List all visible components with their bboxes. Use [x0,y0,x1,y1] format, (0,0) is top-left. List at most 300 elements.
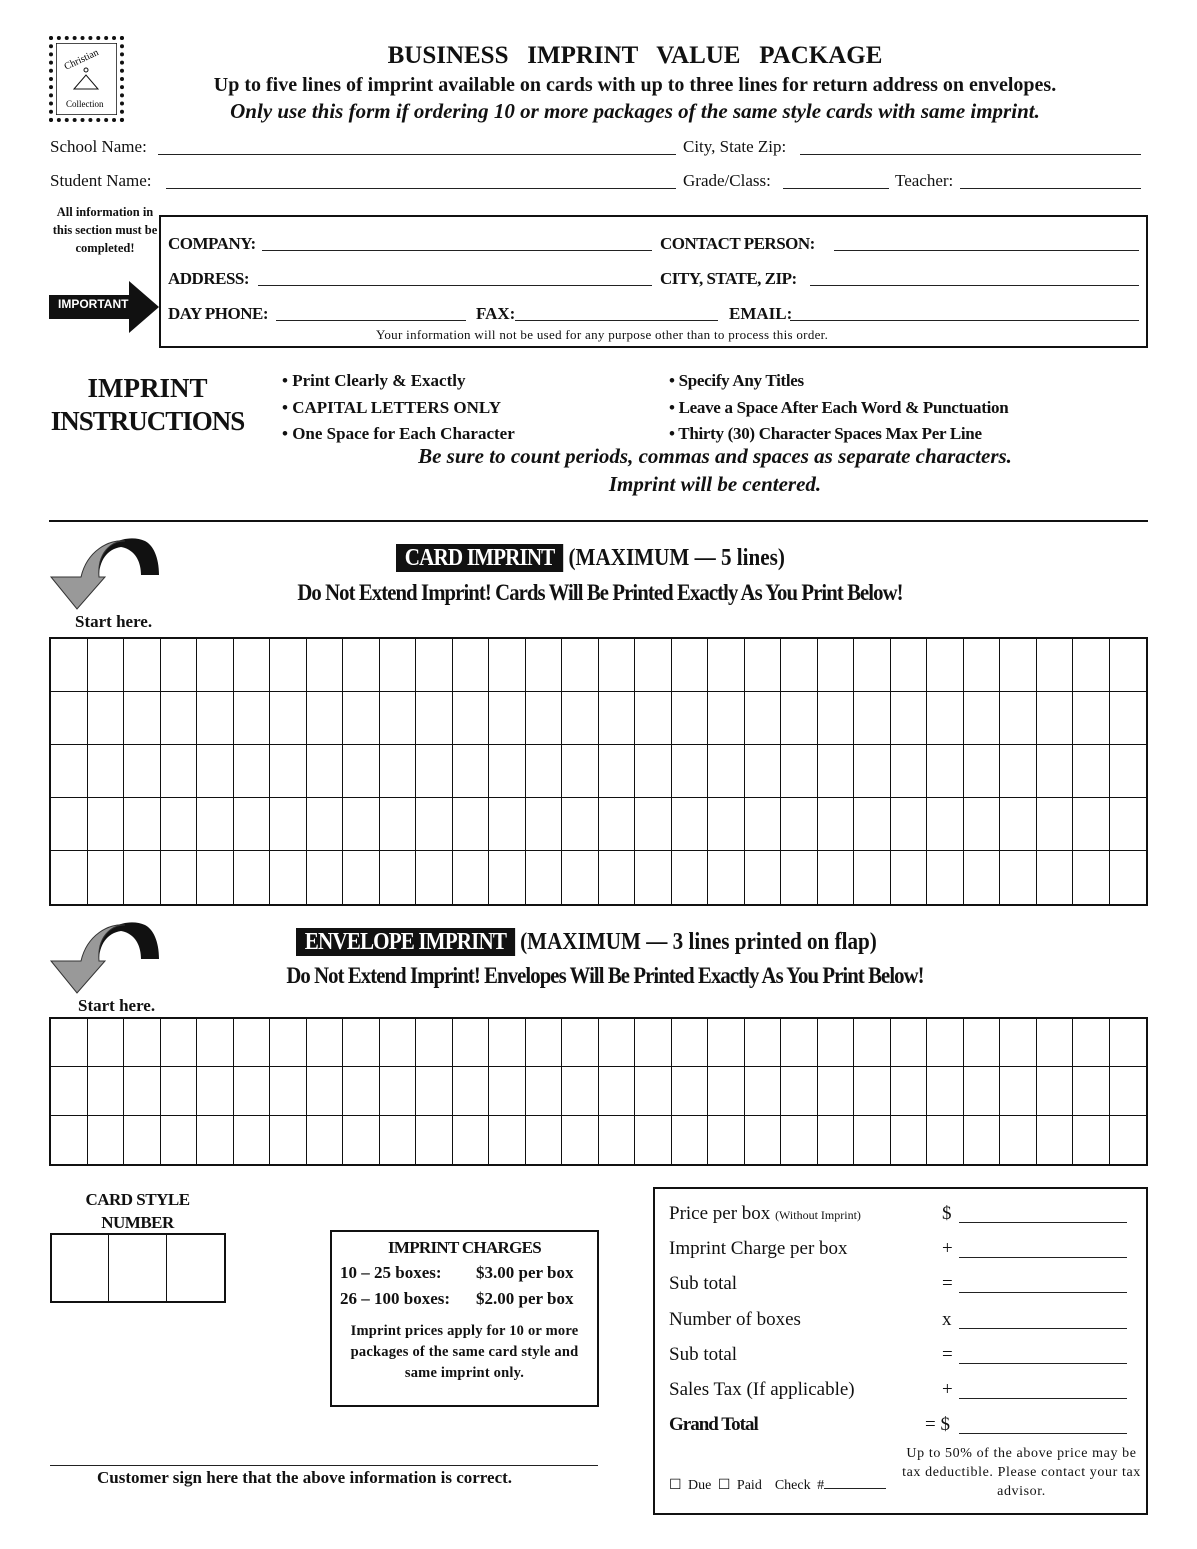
character-cell[interactable] [526,1019,563,1067]
character-cell[interactable] [51,1019,88,1067]
character-cell[interactable] [380,745,417,798]
charges-row [332,1263,597,1283]
character-cell[interactable] [197,1019,234,1067]
character-cell[interactable] [234,851,271,904]
character-cell[interactable] [416,692,453,745]
character-cell[interactable] [599,1067,636,1115]
grade-class-field[interactable] [783,188,889,189]
character-cell[interactable] [453,1019,490,1067]
character-cell[interactable] [161,798,198,851]
character-cell[interactable] [1073,639,1110,692]
character-cell[interactable] [307,798,344,851]
character-cell[interactable] [526,798,563,851]
totals-operator: = [942,1273,953,1295]
totals-row-label [669,1344,737,1366]
character-cell[interactable] [51,798,88,851]
character-cell[interactable] [453,851,490,904]
totals-value-field[interactable] [959,1433,1127,1434]
character-cell[interactable] [453,1067,490,1115]
character-cell[interactable] [51,692,88,745]
character-cell[interactable] [854,745,891,798]
character-cell[interactable] [781,639,818,692]
character-cell[interactable] [234,1019,271,1067]
character-cell[interactable] [453,639,490,692]
character-cell[interactable] [1073,1067,1110,1115]
character-cell[interactable] [234,692,271,745]
character-cell[interactable] [343,692,380,745]
character-cell[interactable] [307,692,344,745]
character-cell[interactable] [88,798,125,851]
character-cell[interactable] [1110,1019,1147,1067]
character-cell[interactable] [416,798,453,851]
instruction-item: • Thirty (30) Character Spaces Max Per Line [669,424,982,443]
character-cell[interactable] [891,1019,928,1067]
character-cell[interactable] [672,639,709,692]
character-cell[interactable] [489,1067,526,1115]
instruction-item: • Print Clearly & Exactly [282,371,466,390]
character-cell[interactable] [599,639,636,692]
check-number-field[interactable] [824,1488,886,1489]
character-cell[interactable] [489,639,526,692]
totals-operator: x [942,1308,952,1330]
totals-operator: = [942,1343,953,1365]
character-cell[interactable] [562,851,599,904]
character-cell[interactable] [1073,1019,1110,1067]
character-cell[interactable] [1110,1067,1147,1115]
envelope-imprint-max: (MAXIMUM — 3 lines printed on flap) [520,929,877,955]
character-cell[interactable] [672,851,709,904]
city-state-zip-field[interactable] [800,154,1141,155]
important-note: All information in this section must be completed! [52,205,158,255]
character-cell[interactable] [562,798,599,851]
totals-value-field[interactable] [959,1222,1127,1223]
card-warning: Do Not Extend Imprint! Cards Will Be Printed Exactly As You Print Below! [297,580,903,605]
character-cell[interactable] [854,639,891,692]
character-cell[interactable] [416,1019,453,1067]
character-cell[interactable] [380,1019,417,1067]
character-cell[interactable] [1110,1116,1147,1164]
character-cell[interactable] [526,1067,563,1115]
character-cell[interactable] [891,798,928,851]
character-cell[interactable] [307,851,344,904]
character-cell[interactable] [124,1019,161,1067]
character-cell[interactable] [1073,851,1110,904]
character-cell[interactable] [343,639,380,692]
character-cell[interactable] [708,1019,745,1067]
character-cell[interactable] [854,1019,891,1067]
character-cell[interactable] [234,798,271,851]
character-cell[interactable] [270,851,307,904]
totals-value-field[interactable] [959,1363,1127,1364]
card-style-number-boxes[interactable] [50,1233,226,1303]
character-cell[interactable] [927,639,964,692]
contact-person-field[interactable] [834,250,1139,251]
character-cell[interactable] [270,692,307,745]
character-cell[interactable] [1037,692,1074,745]
character-cell[interactable] [234,745,271,798]
character-cell[interactable] [416,851,453,904]
character-cell[interactable] [745,1067,782,1115]
totals-value-field[interactable] [959,1257,1127,1258]
character-cell[interactable] [818,851,855,904]
form-title: BUSINESS IMPRINT VALUE PACKAGE [387,42,883,69]
totals-value-field[interactable] [959,1328,1127,1329]
character-cell[interactable] [635,1116,672,1164]
character-cell[interactable] [854,1067,891,1115]
character-cell[interactable] [343,798,380,851]
fax-field[interactable] [515,320,718,321]
character-cell[interactable] [781,1019,818,1067]
character-cell[interactable] [818,639,855,692]
totals-label-text: Sales Tax (If applicable) [669,1379,855,1400]
teacher-field[interactable] [960,188,1141,189]
character-cell[interactable] [88,639,125,692]
character-cell[interactable] [489,851,526,904]
character-cell[interactable] [416,745,453,798]
character-cell[interactable] [161,1067,198,1115]
character-cell[interactable] [270,1067,307,1115]
character-cell[interactable] [781,692,818,745]
character-cell[interactable] [380,1067,417,1115]
grade-class-label: Grade/Class: [683,171,771,190]
character-cell[interactable] [1037,639,1074,692]
character-cell[interactable] [526,639,563,692]
character-cell[interactable] [124,798,161,851]
character-cell[interactable] [818,1067,855,1115]
character-cell[interactable] [781,745,818,798]
character-cell[interactable] [51,745,88,798]
character-cell[interactable] [197,692,234,745]
character-cell[interactable] [927,1067,964,1115]
character-cell[interactable] [1037,1116,1074,1164]
character-cell[interactable] [708,639,745,692]
character-cell[interactable] [161,851,198,904]
totals-operator: = $ [925,1414,950,1436]
character-cell[interactable] [927,1019,964,1067]
character-cell[interactable] [197,1067,234,1115]
character-cell[interactable] [197,639,234,692]
character-cell[interactable] [416,1116,453,1164]
email-label: EMAIL: [729,304,793,323]
character-cell[interactable] [818,1019,855,1067]
character-cell[interactable] [88,1116,125,1164]
character-cell[interactable] [124,1116,161,1164]
character-cell[interactable] [672,1116,709,1164]
character-cell[interactable] [1110,798,1147,851]
totals-label-text: Grand Total [669,1414,758,1436]
character-cell[interactable] [1037,1067,1074,1115]
character-cell[interactable] [745,851,782,904]
character-cell[interactable] [526,745,563,798]
character-cell[interactable] [927,745,964,798]
character-cell[interactable] [927,851,964,904]
character-cell[interactable] [745,745,782,798]
character-cell[interactable] [234,1116,271,1164]
character-cell[interactable] [599,1019,636,1067]
tax-note: Up to 50% of the above price may be tax deductible. Please contact your tax advisor. [902,1446,1141,1499]
character-cell[interactable] [781,798,818,851]
character-cell[interactable] [1000,745,1037,798]
character-cell[interactable] [51,1116,88,1164]
contact-person-label: CONTACT PERSON: [660,234,815,253]
character-cell[interactable] [1037,745,1074,798]
character-cell[interactable] [51,639,88,692]
character-cell[interactable] [343,1067,380,1115]
character-cell[interactable] [964,798,1001,851]
character-cell[interactable] [1000,798,1037,851]
character-cell[interactable] [818,692,855,745]
character-cell[interactable] [964,1116,1001,1164]
paid-checkbox[interactable]: ☐ Paid [717,1478,762,1493]
character-cell[interactable] [1000,692,1037,745]
character-cell[interactable] [818,798,855,851]
charges-row [332,1289,597,1309]
address-field[interactable] [258,285,652,286]
character-cell[interactable] [891,745,928,798]
character-cell[interactable] [708,1067,745,1115]
character-cell[interactable] [562,692,599,745]
instructions-left [282,368,515,448]
character-cell[interactable] [489,798,526,851]
character-cell[interactable] [197,798,234,851]
character-cell[interactable] [635,798,672,851]
character-cell[interactable] [964,1067,1001,1115]
character-cell[interactable] [124,851,161,904]
character-cell[interactable] [1110,745,1147,798]
character-cell[interactable] [854,851,891,904]
character-cell[interactable] [1000,1067,1037,1115]
character-cell[interactable] [964,1019,1001,1067]
character-cell[interactable] [599,745,636,798]
character-cell[interactable] [854,692,891,745]
character-cell[interactable] [562,745,599,798]
totals-value-field[interactable] [959,1398,1127,1399]
character-cell[interactable] [88,851,125,904]
character-cell[interactable] [51,851,88,904]
address-label: ADDRESS: [168,269,250,288]
character-cell[interactable] [489,1019,526,1067]
totals-row-label [669,1414,758,1436]
character-cell[interactable] [599,692,636,745]
character-cell[interactable] [635,692,672,745]
character-cell[interactable] [781,1067,818,1115]
character-cell[interactable] [672,692,709,745]
style-digit-box[interactable] [167,1235,224,1301]
character-cell[interactable] [635,639,672,692]
character-cell[interactable] [197,1116,234,1164]
character-cell[interactable] [161,745,198,798]
character-cell[interactable] [818,745,855,798]
character-cell[interactable] [635,1019,672,1067]
character-cell[interactable] [88,1067,125,1115]
character-cell[interactable] [708,1116,745,1164]
character-cell[interactable] [453,1116,490,1164]
signature-field[interactable] [50,1465,598,1466]
character-cell[interactable] [51,1067,88,1115]
character-cell[interactable] [927,798,964,851]
character-cell[interactable] [88,745,125,798]
check-number-label: Check # [774,1478,825,1493]
totals-operator: $ [942,1203,952,1224]
character-cell[interactable] [1037,798,1074,851]
character-cell[interactable] [708,851,745,904]
start-arrow-icon [49,917,161,1000]
character-cell[interactable] [124,1067,161,1115]
card-imprint-grid[interactable] [49,637,1148,906]
character-cell[interactable] [343,851,380,904]
character-cell[interactable] [964,851,1001,904]
school-name-field[interactable] [158,154,676,155]
character-cell[interactable] [416,1067,453,1115]
character-cell[interactable] [526,851,563,904]
character-cell[interactable] [891,851,928,904]
character-cell[interactable] [818,1116,855,1164]
character-cell[interactable] [635,1067,672,1115]
character-cell[interactable] [161,692,198,745]
character-cell[interactable] [1110,692,1147,745]
character-cell[interactable] [1000,639,1037,692]
character-cell[interactable] [1073,798,1110,851]
character-cell[interactable] [270,1019,307,1067]
character-cell[interactable] [964,639,1001,692]
email-field[interactable] [790,320,1139,321]
character-cell[interactable] [234,1067,271,1115]
character-cell[interactable] [453,692,490,745]
character-cell[interactable] [635,851,672,904]
character-cell[interactable] [745,1019,782,1067]
character-cell[interactable] [88,692,125,745]
character-cell[interactable] [708,798,745,851]
character-cell[interactable] [270,1116,307,1164]
company-field[interactable] [262,250,652,251]
character-cell[interactable] [161,1116,198,1164]
payment-status [669,1477,886,1494]
instruction-item: • Leave a Space After Each Word & Punctuation [669,397,1009,417]
character-cell[interactable] [124,639,161,692]
character-cell[interactable] [343,745,380,798]
character-cell[interactable] [1110,639,1147,692]
day-phone-field[interactable] [276,320,466,321]
character-cell[interactable] [270,745,307,798]
character-cell[interactable] [1037,1019,1074,1067]
character-cell[interactable] [964,745,1001,798]
character-cell[interactable] [964,692,1001,745]
envelope-imprint-grid[interactable] [49,1017,1148,1166]
character-cell[interactable] [453,745,490,798]
character-cell[interactable] [307,1116,344,1164]
character-cell[interactable] [526,1116,563,1164]
character-cell[interactable] [672,798,709,851]
character-cell[interactable] [380,692,417,745]
character-cell[interactable] [781,851,818,904]
character-cell[interactable] [599,798,636,851]
character-cell[interactable] [270,798,307,851]
character-cell[interactable] [1073,745,1110,798]
character-cell[interactable] [891,1067,928,1115]
character-cell[interactable] [854,1116,891,1164]
character-cell[interactable] [489,692,526,745]
character-cell[interactable] [380,851,417,904]
character-cell[interactable] [88,1019,125,1067]
character-cell[interactable] [307,1067,344,1115]
svg-text:Collection: Collection [66,99,104,109]
character-cell[interactable] [854,798,891,851]
due-checkbox[interactable]: ☐ Due [669,1478,712,1493]
character-cell[interactable] [489,1116,526,1164]
character-cell[interactable] [562,1067,599,1115]
character-cell[interactable] [307,1019,344,1067]
character-cell[interactable] [197,745,234,798]
important-badge: IMPORTANT [58,297,129,311]
character-cell[interactable] [380,1116,417,1164]
totals-value-field[interactable] [959,1292,1127,1293]
character-cell[interactable] [453,798,490,851]
character-cell[interactable] [927,1116,964,1164]
character-cell[interactable] [781,1116,818,1164]
style-digit-box[interactable] [109,1235,166,1301]
character-cell[interactable] [380,798,417,851]
character-cell[interactable] [891,692,928,745]
character-cell[interactable] [124,745,161,798]
character-cell[interactable] [307,639,344,692]
company-city-label: CITY, STATE, ZIP: [660,269,797,288]
character-cell[interactable] [708,745,745,798]
character-cell[interactable] [234,639,271,692]
character-cell[interactable] [562,639,599,692]
student-name-field[interactable] [166,188,676,189]
character-cell[interactable] [343,1116,380,1164]
character-cell[interactable] [416,639,453,692]
character-cell[interactable] [745,798,782,851]
character-cell[interactable] [161,639,198,692]
character-cell[interactable] [161,1019,198,1067]
character-cell[interactable] [270,639,307,692]
character-cell[interactable] [891,639,928,692]
character-cell[interactable] [891,1116,928,1164]
character-cell[interactable] [1000,851,1037,904]
character-cell[interactable] [489,745,526,798]
character-cell[interactable] [635,745,672,798]
character-cell[interactable] [1073,692,1110,745]
character-cell[interactable] [1037,851,1074,904]
character-cell[interactable] [1110,851,1147,904]
character-cell[interactable] [672,1067,709,1115]
character-cell[interactable] [1000,1116,1037,1164]
character-cell[interactable] [1000,1019,1037,1067]
character-cell[interactable] [197,851,234,904]
character-cell[interactable] [562,1019,599,1067]
character-cell[interactable] [343,1019,380,1067]
character-cell[interactable] [599,1116,636,1164]
character-cell[interactable] [745,692,782,745]
character-cell[interactable] [124,692,161,745]
character-cell[interactable] [672,1019,709,1067]
character-cell[interactable] [927,692,964,745]
company-city-field[interactable] [810,285,1139,286]
character-cell[interactable] [307,745,344,798]
character-cell[interactable] [745,1116,782,1164]
character-cell[interactable] [672,745,709,798]
character-cell[interactable] [562,1116,599,1164]
character-cell[interactable] [599,851,636,904]
character-cell[interactable] [1073,1116,1110,1164]
imprint-charges-box [330,1230,599,1407]
character-cell[interactable] [526,692,563,745]
character-cell[interactable] [708,692,745,745]
style-digit-box[interactable] [52,1235,109,1301]
character-cell[interactable] [380,639,417,692]
character-cell[interactable] [745,639,782,692]
